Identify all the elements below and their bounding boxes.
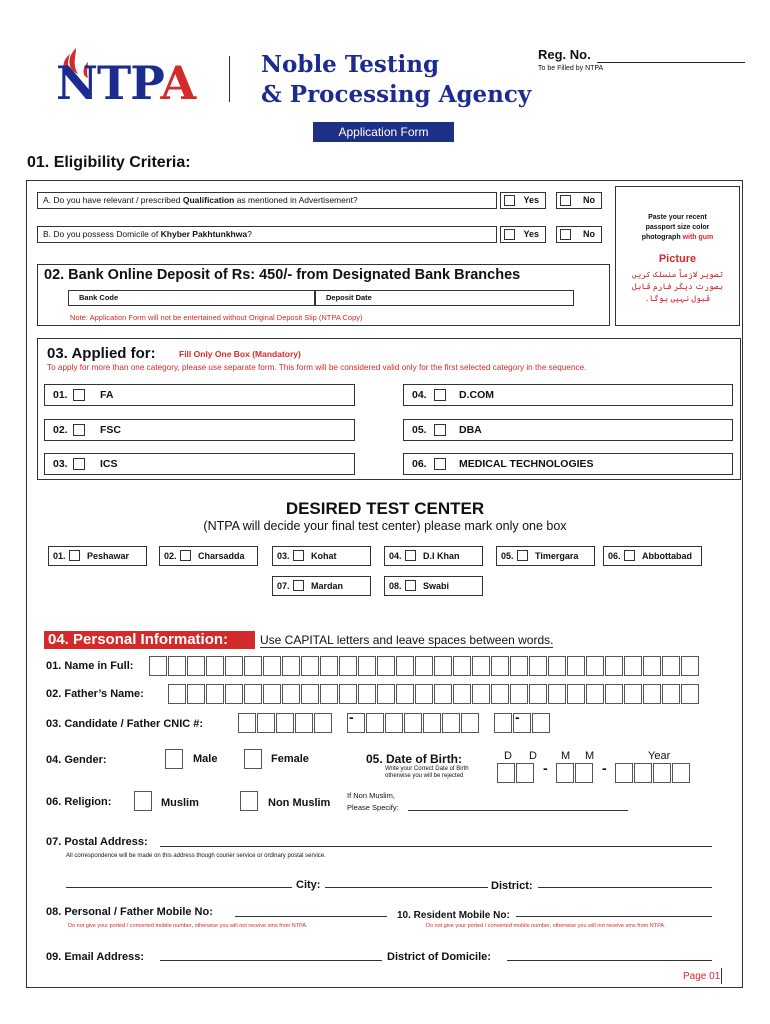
char-cell[interactable]: [586, 656, 604, 676]
char-cell[interactable]: [339, 684, 357, 704]
question-qualification: A. Do you have relevant / prescribed Qualification as mentioned in Advertisement?: [37, 192, 497, 209]
char-cell[interactable]: [187, 656, 205, 676]
postal-address-label: 07. Postal Address:: [46, 836, 148, 848]
char-cell[interactable]: [624, 684, 642, 704]
photo-instructions: Paste your recent passport size color photograph with gum: [641, 214, 714, 241]
center-charsadda[interactable]: 02. Charsadda: [159, 546, 258, 566]
cnic-label: 03. Candidate / Father CNIC #:: [46, 718, 204, 730]
char-cell[interactable]: [461, 713, 479, 733]
dob-m2-label: M: [585, 750, 595, 762]
domicile-no-option[interactable]: No: [556, 226, 602, 243]
center-abbottabad[interactable]: 06. Abbottabad: [603, 546, 702, 566]
char-cell[interactable]: [567, 656, 585, 676]
checkbox[interactable]: [560, 195, 571, 206]
religion-label: 06. Religion:: [46, 796, 112, 808]
religion-muslim-checkbox[interactable]: [134, 791, 152, 811]
char-cell[interactable]: [415, 656, 433, 676]
city-field[interactable]: [325, 887, 488, 888]
religion-specify-field[interactable]: [408, 810, 628, 811]
checkbox[interactable]: [560, 229, 571, 240]
application-form-banner: Application Form: [313, 122, 454, 142]
category-fa[interactable]: 01. FA: [44, 384, 355, 406]
char-cell[interactable]: [225, 684, 243, 704]
char-cell[interactable]: [396, 684, 414, 704]
gender-male-checkbox[interactable]: [165, 749, 183, 769]
char-cell[interactable]: [605, 684, 623, 704]
address-line-2-field[interactable]: [66, 887, 292, 888]
photo-urdu-note: تصویر لازماً منسلک کریں بصورت دیگر فارم قابل قبول نہیں ہوگا۔: [631, 270, 724, 303]
char-cell[interactable]: [529, 684, 547, 704]
photo-box[interactable]: [615, 186, 740, 326]
char-cell[interactable]: [244, 656, 262, 676]
char-cell[interactable]: [434, 684, 452, 704]
center-mardan[interactable]: 07. Mardan: [272, 576, 371, 596]
char-cell[interactable]: [168, 656, 186, 676]
cnic-dash-1: -: [349, 709, 354, 725]
char-cell[interactable]: [453, 656, 471, 676]
applied-mandatory-note: Fill Only One Box (Mandatory): [179, 349, 301, 359]
checkbox[interactable]: [293, 550, 304, 561]
char-cell[interactable]: [529, 656, 547, 676]
qualification-yes-option[interactable]: Yes: [500, 192, 546, 209]
char-cell[interactable]: [605, 656, 623, 676]
category-medical-technologies[interactable]: 06. MEDICAL TECHNOLOGIES: [403, 453, 733, 475]
test-center-title: DESIRED TEST CENTER: [285, 499, 485, 518]
dob-year-cells[interactable]: [615, 763, 691, 783]
mobile-note: Do not give your ported / converted mobile number, otherwise you will not receive sms from NTPA.: [68, 923, 308, 929]
religion-non-muslim-checkbox[interactable]: [240, 791, 258, 811]
religion-if-non-muslim: If Non Muslim,: [347, 791, 395, 800]
char-cell[interactable]: [149, 656, 167, 676]
char-cell[interactable]: [494, 713, 512, 733]
dob-m1-label: M: [561, 750, 571, 762]
char-cell[interactable]: [662, 656, 680, 676]
gender-label: 04. Gender:: [46, 754, 107, 766]
checkbox[interactable]: [73, 458, 85, 470]
father-name-label: 02. Father’s Name:: [46, 688, 144, 700]
char-cell[interactable]: [510, 656, 528, 676]
char-cell[interactable]: [510, 684, 528, 704]
bank-code-field[interactable]: Bank Code: [68, 290, 315, 306]
char-cell[interactable]: [225, 656, 243, 676]
dob-year-label: Year: [648, 750, 671, 762]
center-swabi[interactable]: 08. Swabi: [384, 576, 483, 596]
char-cell[interactable]: [653, 763, 671, 783]
agency-line-2: & Processing Agency: [261, 81, 532, 108]
page-number: Page 01: [683, 971, 721, 982]
reg-no-label: Reg. No.: [538, 47, 591, 62]
email-label: 09. Email Address:: [46, 951, 145, 963]
char-cell[interactable]: [404, 713, 422, 733]
dob-d2-label: D: [529, 750, 537, 762]
logo-wordmark: NTPA: [56, 56, 196, 110]
char-cell[interactable]: [615, 763, 633, 783]
domicile-field[interactable]: [507, 960, 712, 961]
center-peshawar[interactable]: 01. Peshawar: [48, 546, 147, 566]
char-cell[interactable]: [556, 763, 574, 783]
char-cell[interactable]: [385, 713, 403, 733]
dob-dash-2: -: [602, 760, 607, 776]
checkbox[interactable]: [517, 550, 528, 561]
char-cell[interactable]: [206, 684, 224, 704]
checkbox[interactable]: [293, 580, 304, 591]
char-cell[interactable]: [295, 713, 313, 733]
char-cell[interactable]: [263, 684, 281, 704]
domicile-label: District of Domicile:: [387, 951, 491, 963]
resident-mobile-label: 10. Resident Mobile No:: [397, 910, 510, 921]
char-cell[interactable]: [358, 656, 376, 676]
center-timergara[interactable]: 05. Timergara: [496, 546, 595, 566]
religion-specify-label: Please Specify:: [347, 803, 399, 812]
deposit-date-field[interactable]: Deposit Date: [315, 290, 574, 306]
test-center-subtitle: (NTPA will decide your final test center) please mark only one box: [203, 519, 567, 533]
personal-info-title: 04. Personal Information:: [44, 631, 255, 649]
checkbox[interactable]: [434, 389, 446, 401]
name-input-cells[interactable]: [149, 656, 700, 676]
resident-mobile-note: Do not give your ported / converted mobile number, otherwise you will not receive sms from NTPA.: [426, 923, 666, 929]
dob-label: 05. Date of Birth:: [366, 752, 463, 766]
char-cell[interactable]: [276, 713, 294, 733]
char-cell[interactable]: [282, 656, 300, 676]
char-cell[interactable]: [442, 713, 460, 733]
char-cell[interactable]: [339, 656, 357, 676]
char-cell[interactable]: [301, 656, 319, 676]
religion-muslim-label: Muslim: [161, 797, 199, 809]
resident-mobile-field[interactable]: [516, 916, 712, 917]
category-dba[interactable]: 05. DBA: [403, 419, 733, 441]
char-cell[interactable]: [662, 684, 680, 704]
district-label: District:: [491, 880, 533, 892]
char-cell[interactable]: [548, 656, 566, 676]
district-field[interactable]: [538, 887, 712, 888]
char-cell[interactable]: [681, 684, 699, 704]
char-cell[interactable]: [415, 684, 433, 704]
reg-no-note: To be Filled by NTPA: [538, 65, 604, 72]
char-cell[interactable]: [681, 656, 699, 676]
dob-day-cells[interactable]: [497, 763, 535, 783]
checkbox[interactable]: [180, 550, 191, 561]
dob-month-cells[interactable]: [556, 763, 594, 783]
mobile-field[interactable]: [235, 916, 387, 917]
question-domicile: B. Do you possess Domicile of Khyber Pakhtunkhwa?: [37, 226, 497, 243]
char-cell[interactable]: [491, 684, 509, 704]
char-cell[interactable]: [624, 656, 642, 676]
dob-note-2: otherwise you will be rejected: [385, 773, 464, 779]
char-cell[interactable]: [187, 684, 205, 704]
gender-female-checkbox[interactable]: [244, 749, 262, 769]
char-cell[interactable]: [358, 684, 376, 704]
page-marker: [721, 968, 722, 984]
char-cell[interactable]: [377, 684, 395, 704]
char-cell[interactable]: [314, 713, 332, 733]
checkbox[interactable]: [405, 550, 416, 561]
char-cell[interactable]: [643, 656, 661, 676]
qualification-no-option[interactable]: No: [556, 192, 602, 209]
char-cell[interactable]: [206, 656, 224, 676]
char-cell[interactable]: [497, 763, 515, 783]
religion-non-muslim-label: Non Muslim: [268, 797, 331, 809]
dob-dash-1: -: [543, 760, 548, 776]
char-cell[interactable]: [491, 656, 509, 676]
email-field[interactable]: [160, 960, 382, 961]
char-cell[interactable]: [532, 713, 550, 733]
gender-male-label: Male: [193, 753, 218, 765]
header-divider: [229, 56, 230, 102]
char-cell[interactable]: [472, 656, 490, 676]
char-cell[interactable]: [377, 656, 395, 676]
checkbox[interactable]: [69, 550, 80, 561]
char-cell[interactable]: [434, 656, 452, 676]
char-cell[interactable]: [575, 763, 593, 783]
char-cell[interactable]: [472, 684, 490, 704]
char-cell[interactable]: [516, 763, 534, 783]
checkbox[interactable]: [405, 580, 416, 591]
mobile-label: 08. Personal / Father Mobile No:: [46, 906, 213, 918]
bank-title: 02. Bank Online Deposit of Rs: 450/- from Designated Bank Branches: [44, 267, 521, 283]
personal-info-instruction: Use CAPITAL letters and leave spaces between words.: [260, 633, 554, 647]
char-cell[interactable]: [168, 684, 186, 704]
cnic-input-cells[interactable]: [238, 713, 551, 733]
checkbox[interactable]: [504, 195, 515, 206]
applied-instruction: To apply for more than one category, please use separate form. This form will be considered valid only for the first selected category in the sequence.: [47, 363, 587, 372]
char-cell[interactable]: [423, 713, 441, 733]
char-cell[interactable]: [263, 656, 281, 676]
dob-note-1: Write your Correct Date of Birth: [385, 766, 469, 772]
cnic-dash-2: -: [515, 709, 520, 725]
char-cell[interactable]: [672, 763, 690, 783]
dob-d1-label: D: [504, 750, 512, 762]
char-cell[interactable]: [634, 763, 652, 783]
postal-address-field[interactable]: [160, 846, 712, 847]
category-dcom[interactable]: 04. D.COM: [403, 384, 733, 406]
char-cell[interactable]: [548, 684, 566, 704]
checkbox[interactable]: [73, 424, 85, 436]
category-ics[interactable]: 03. ICS: [44, 453, 355, 475]
center-kohat[interactable]: 03. Kohat: [272, 546, 371, 566]
deposit-note: Note: Application Form will not be entertained without Original Deposit Slip (NTPA Copy): [70, 313, 363, 322]
photo-title: Picture: [658, 253, 697, 265]
char-cell[interactable]: [453, 684, 471, 704]
char-cell[interactable]: [320, 656, 338, 676]
char-cell[interactable]: [257, 713, 275, 733]
domicile-yes-option[interactable]: Yes: [500, 226, 546, 243]
applied-for-title: 03. Applied for:: [47, 345, 156, 362]
char-cell[interactable]: [282, 684, 300, 704]
reg-no-field[interactable]: [597, 62, 745, 63]
char-cell[interactable]: [643, 684, 661, 704]
char-cell[interactable]: [366, 713, 384, 733]
char-cell[interactable]: [301, 684, 319, 704]
city-label: City:: [296, 879, 321, 891]
eligibility-title: 01. Eligibility Criteria:: [27, 154, 191, 171]
father-name-input-cells[interactable]: [168, 684, 700, 704]
agency-line-1: Noble Testing: [261, 51, 440, 78]
gender-female-label: Female: [271, 753, 309, 765]
center-di-khan[interactable]: 04. D.I Khan: [384, 546, 483, 566]
char-cell[interactable]: [567, 684, 585, 704]
agency-name: [261, 50, 531, 110]
checkbox[interactable]: [504, 229, 515, 240]
checkbox[interactable]: [624, 550, 635, 561]
checkbox[interactable]: [434, 458, 446, 470]
char-cell[interactable]: [320, 684, 338, 704]
char-cell[interactable]: [244, 684, 262, 704]
checkbox[interactable]: [73, 389, 85, 401]
char-cell[interactable]: [586, 684, 604, 704]
name-label: 01. Name in Full:: [46, 660, 134, 672]
checkbox[interactable]: [434, 424, 446, 436]
postal-address-note: All correspondence will be made on this address though courier service or ordinary postal service.: [66, 853, 326, 859]
category-fsc[interactable]: 02. FSC: [44, 419, 355, 441]
char-cell[interactable]: [396, 656, 414, 676]
char-cell[interactable]: [238, 713, 256, 733]
